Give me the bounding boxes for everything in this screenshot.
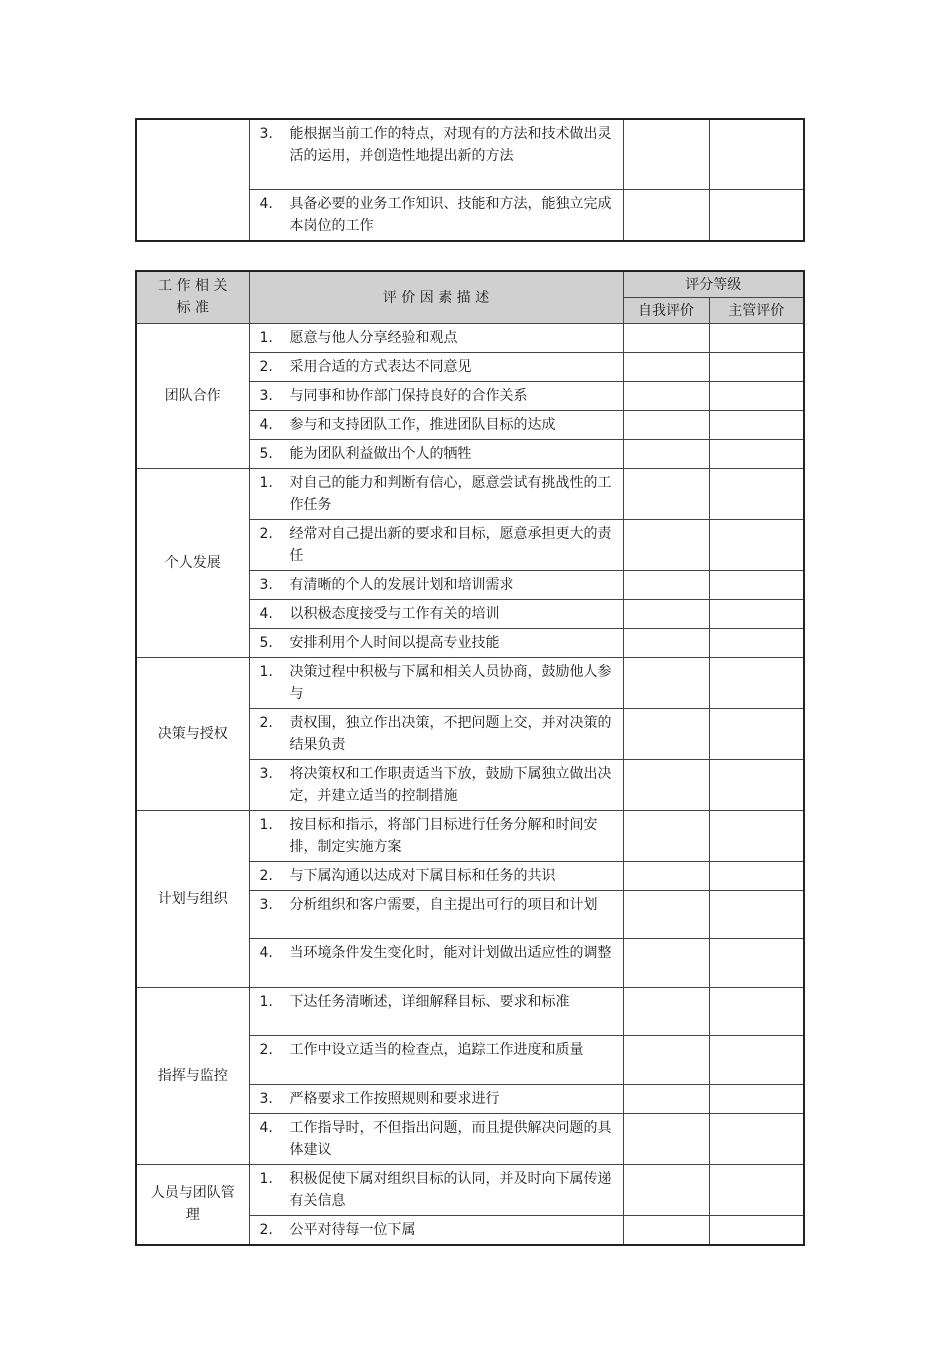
item-text: 工作中设立适当的检查点，追踪工作进度和质量	[289, 1042, 584, 1058]
category-cell: 指挥与监控	[136, 987, 249, 1164]
self-eval-cell[interactable]	[623, 1084, 709, 1113]
item-text: 工作指导时，不但指出问题，而且提供解决问题的具体建议	[289, 1119, 612, 1158]
item-number: 1.	[259, 474, 273, 491]
item-text: 对自己的能力和判断有信心，愿意尝试有挑战性的工作任务	[289, 474, 612, 513]
item-number: 3.	[259, 576, 273, 593]
table-row	[136, 810, 804, 861]
manager-eval-cell[interactable]	[709, 708, 804, 759]
manager-eval-cell[interactable]	[709, 119, 804, 189]
item-text: 当环境条件发生变化时，能对计划做出适应性的调整	[289, 945, 612, 961]
item-text: 积极促使下属对组织目标的认同，并及时向下属传递有关信息	[289, 1170, 612, 1209]
table-row	[136, 657, 804, 708]
item-text: 有清晰的个人的发展计划和培训需求	[289, 576, 514, 593]
self-eval-cell[interactable]	[623, 861, 709, 890]
manager-eval-cell[interactable]	[709, 1084, 804, 1113]
item-number: 4.	[259, 945, 273, 961]
manager-eval-cell[interactable]	[709, 352, 804, 381]
criteria-header: 工 作 相 关 标 准	[136, 271, 249, 323]
table-row	[136, 987, 804, 1036]
item-text: 经常对自己提出新的要求和目标，愿意承担更大的责任	[289, 525, 612, 564]
self-eval-cell[interactable]	[623, 939, 709, 988]
self-eval-cell[interactable]	[623, 759, 709, 810]
item-text: 与下属沟通以达成对下属目标和任务的共识	[289, 867, 556, 884]
description-cell	[249, 189, 623, 241]
manager-eval-cell[interactable]	[709, 810, 804, 861]
manager-eval-cell[interactable]	[709, 189, 804, 241]
table-row	[136, 119, 804, 189]
item-text: 能根据当前工作的特点，对现有的方法和技术做出灵活的运用，并创造性地提出新的方法	[289, 126, 612, 164]
self-eval-header: 自我评价	[623, 297, 709, 323]
self-eval-cell[interactable]	[623, 708, 709, 759]
item-number: 3.	[259, 126, 273, 142]
category-cell: 人员与团队管理	[136, 1164, 249, 1245]
item-text: 决策过程中积极与下属和相关人员协商，鼓励他人参与	[289, 663, 612, 702]
category-cell: 计划与组织	[136, 810, 249, 987]
self-eval-cell[interactable]	[623, 810, 709, 861]
self-eval-cell[interactable]	[623, 657, 709, 708]
item-text: 分析组织和客户需要，自主提出可行的项目和计划	[289, 896, 598, 913]
item-text: 愿意与他人分享经验和观点	[289, 329, 458, 346]
item-number: 1.	[259, 816, 273, 833]
item-text: 公平对待每一位下属	[289, 1221, 416, 1238]
self-eval-cell[interactable]	[623, 323, 709, 352]
manager-eval-cell[interactable]	[709, 1113, 804, 1164]
category-cell: 个人发展	[136, 468, 249, 657]
item-number: 3.	[259, 387, 273, 404]
self-eval-cell[interactable]	[623, 352, 709, 381]
manager-eval-cell[interactable]	[709, 323, 804, 352]
item-text: 参与和支持团队工作，推进团队目标的达成	[289, 416, 556, 433]
table-row	[136, 323, 804, 352]
description-cell	[249, 119, 623, 189]
manager-eval-cell[interactable]	[709, 519, 804, 570]
description-header: 评 价 因 素 描 述	[249, 271, 623, 323]
item-text: 严格要求工作按照规则和要求进行	[289, 1090, 500, 1107]
item-number: 2.	[259, 525, 273, 542]
self-eval-cell[interactable]	[623, 1215, 709, 1245]
self-eval-cell[interactable]	[623, 599, 709, 628]
item-number: 2.	[259, 1042, 273, 1058]
item-text: 采用合适的方式表达不同意见	[289, 358, 472, 375]
item-number: 2.	[259, 714, 273, 731]
category-cell	[136, 119, 249, 241]
item-text: 以积极态度接受与工作有关的培训	[289, 605, 500, 622]
item-number: 4.	[259, 1119, 273, 1136]
category-cell: 决策与授权	[136, 657, 249, 810]
manager-eval-cell[interactable]	[709, 570, 804, 599]
manager-eval-cell[interactable]	[709, 1164, 804, 1215]
manager-eval-cell[interactable]	[709, 987, 804, 1036]
header-row	[136, 271, 804, 297]
manager-eval-cell[interactable]	[709, 1036, 804, 1085]
self-eval-cell[interactable]	[623, 381, 709, 410]
category-cell: 团队合作	[136, 323, 249, 468]
item-number: 1.	[259, 329, 273, 346]
self-eval-cell[interactable]	[623, 987, 709, 1036]
self-eval-cell[interactable]	[623, 189, 709, 241]
self-eval-cell[interactable]	[623, 468, 709, 519]
item-number: 2.	[259, 358, 273, 375]
item-text: 将决策权和工作职责适当下放，鼓励下属独立做出决定，并建立适当的控制措施	[289, 765, 612, 804]
manager-eval-cell[interactable]	[709, 759, 804, 810]
item-number: 2.	[259, 1221, 273, 1238]
item-text: 具备必要的业务工作知识、技能和方法，能独立完成本岗位的工作	[289, 195, 612, 234]
item-text: 按目标和指示，将部门目标进行任务分解和时间安排，制定实施方案	[289, 816, 598, 855]
self-eval-cell[interactable]	[623, 410, 709, 439]
manager-eval-cell[interactable]	[709, 861, 804, 890]
item-number: 4.	[259, 195, 273, 212]
item-number: 3.	[259, 896, 273, 913]
item-number: 3.	[259, 765, 273, 782]
item-number: 3.	[259, 1090, 273, 1107]
item-text: 与同事和协作部门保持良好的合作关系	[289, 387, 528, 404]
self-eval-cell[interactable]	[623, 1113, 709, 1164]
manager-eval-cell[interactable]	[709, 939, 804, 988]
table-row	[136, 468, 804, 519]
self-eval-cell[interactable]	[623, 519, 709, 570]
manager-eval-cell[interactable]	[709, 468, 804, 519]
self-eval-cell[interactable]	[623, 439, 709, 468]
manager-eval-cell[interactable]	[709, 1215, 804, 1245]
manager-eval-cell[interactable]	[709, 439, 804, 468]
item-number: 1.	[259, 1170, 273, 1187]
manager-eval-cell[interactable]	[709, 628, 804, 657]
item-text: 能为团队利益做出个人的牺牲	[289, 445, 472, 462]
item-number: 4.	[259, 416, 273, 433]
item-text: 下达任务清晰述，详细解释目标、要求和标准	[289, 993, 570, 1010]
self-eval-cell[interactable]	[623, 1036, 709, 1085]
self-eval-cell[interactable]	[623, 890, 709, 939]
self-eval-cell[interactable]	[623, 1164, 709, 1215]
self-eval-cell[interactable]	[623, 570, 709, 599]
self-eval-cell[interactable]	[623, 628, 709, 657]
self-eval-cell[interactable]	[623, 119, 709, 189]
table-row	[136, 1164, 804, 1215]
item-number: 5.	[259, 445, 273, 462]
manager-eval-cell[interactable]	[709, 599, 804, 628]
evaluation-table	[135, 270, 805, 1246]
manager-eval-cell[interactable]	[709, 657, 804, 708]
continuation-table	[135, 118, 805, 242]
manager-eval-cell[interactable]	[709, 890, 804, 939]
item-text: 责权围，独立作出决策，不把问题上交，并对决策的结果负责	[289, 714, 612, 753]
manager-eval-cell[interactable]	[709, 381, 804, 410]
rating-header: 评分等级	[623, 271, 804, 297]
manager-eval-header: 主管评价	[709, 297, 804, 323]
item-number: 1.	[259, 993, 273, 1010]
manager-eval-cell[interactable]	[709, 410, 804, 439]
item-number: 4.	[259, 605, 273, 622]
item-number: 1.	[259, 663, 273, 680]
item-number: 5.	[259, 634, 273, 651]
item-text: 安排利用个人时间以提高专业技能	[289, 634, 500, 651]
item-number: 2.	[259, 867, 273, 884]
